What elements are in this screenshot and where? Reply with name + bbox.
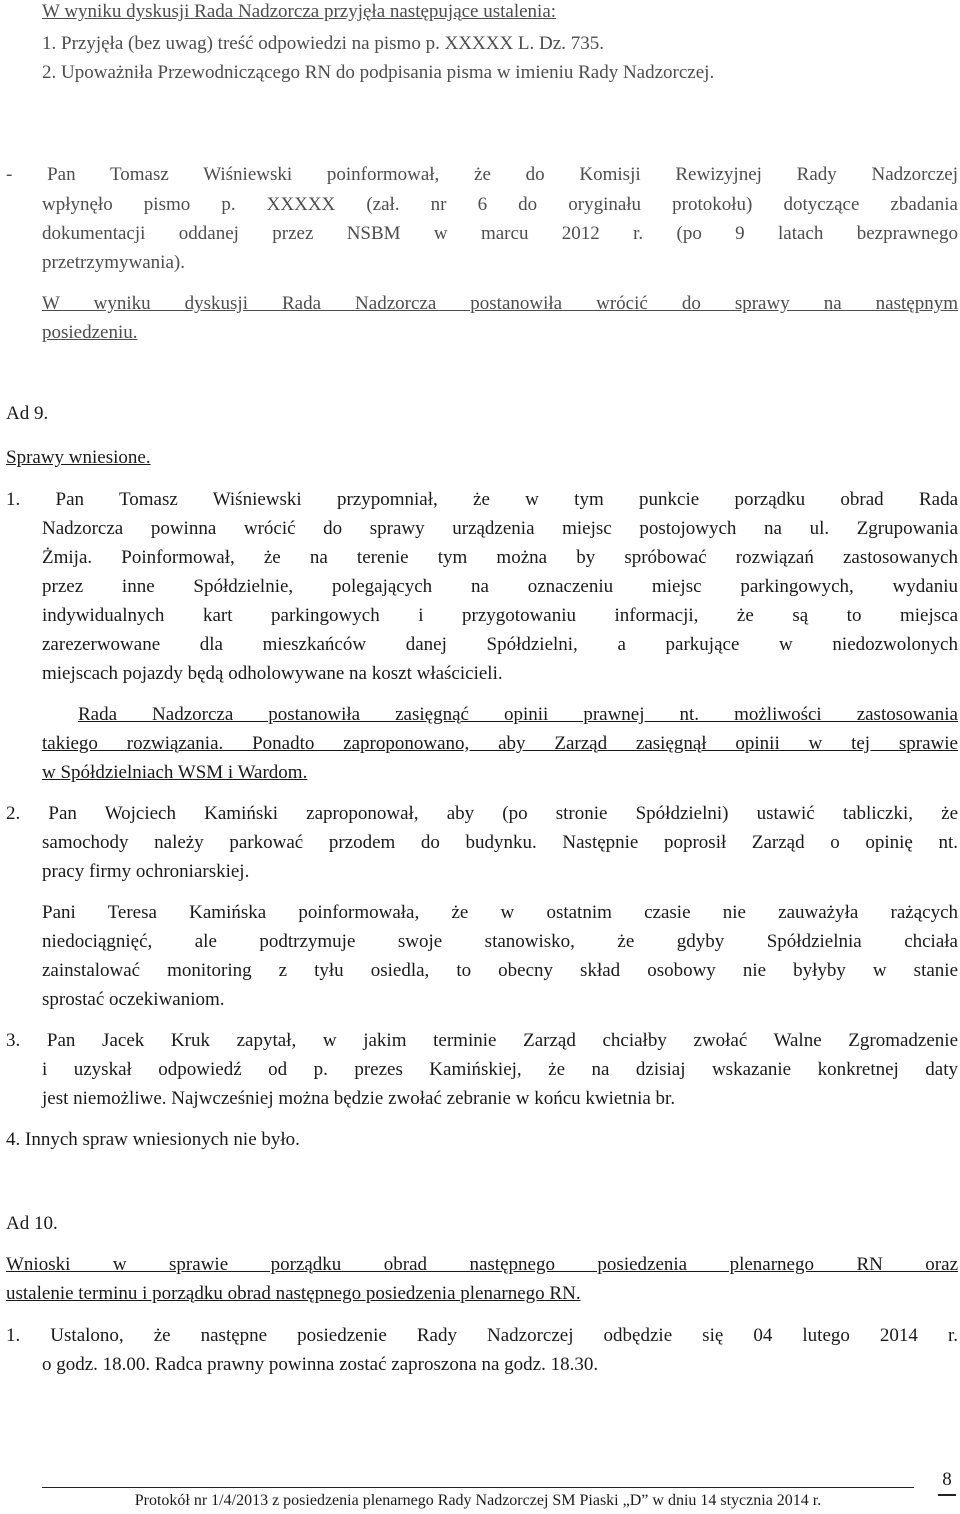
text-line — [42, 761, 958, 785]
text-span: W wyniku dyskusji Rada Nadzorcza postanowiła wrócić do sprawy na następnym — [42, 293, 958, 314]
text-line — [6, 488, 958, 512]
text-line — [42, 988, 958, 1012]
text-span: zainstalować monitoring z tyłu osiedla, to obecny skład osobowy nie byłyby w stanie — [42, 960, 958, 981]
text-span: 4. Innych spraw wniesionych nie było. — [6, 1129, 300, 1150]
text-span: przetrzymywania). — [42, 252, 185, 273]
text-span: Pani Teresa Kamińska — [42, 902, 267, 923]
text-span: dotyczące zbadania — [752, 194, 958, 215]
text-span: Pan Tomasz Wiśniewski — [55, 489, 302, 510]
text-line — [42, 1058, 958, 1082]
text-span: niedociągnięć, ale podtrzymuje swoje stanowisko, że gdyby Spółdzielnia chciała — [42, 931, 958, 952]
text-line — [42, 575, 958, 599]
text-line — [42, 831, 958, 855]
text-line — [6, 1029, 958, 1053]
text-line — [42, 321, 958, 345]
text-line — [6, 163, 958, 187]
text-span: 1. Ustalono, że następne posiedzenie Rady Nadzorczej odbędzie się 04 lutego 2014 r. — [6, 1325, 958, 1346]
text-line — [42, 61, 958, 85]
text-line — [6, 1253, 958, 1277]
text-line — [6, 802, 958, 826]
text-line — [42, 901, 958, 925]
text-span: ustalenie terminu i porządku obrad następnego posiedzenia plenarnego RN. — [6, 1283, 581, 1304]
text-line — [42, 517, 958, 541]
text-line — [42, 959, 958, 983]
text-span: samochody należy parkować przodem do budynku. Następnie poprosił Zarząd o opinię nt. — [42, 832, 958, 853]
text-line — [6, 1128, 958, 1152]
text-span: Wnioski w sprawie porządku obrad następnego posiedzenia plenarnego RN oraz — [6, 1254, 958, 1275]
text-span: Ad 9. — [6, 403, 49, 424]
text-line — [42, 32, 958, 56]
text-span: Sprawy wniesione. — [6, 447, 151, 468]
text-span: 2. Upoważniła Przewodniczącego RN do podpisania pisma w imieniu Rady Nadzorczej. — [42, 62, 715, 83]
text-span: poinformowała, że w ostatnim czasie nie zauważyła rażących — [266, 902, 958, 923]
text-span: pracy firmy ochroniarskiej. — [42, 861, 250, 882]
text-span: Pan Tomasz Wiśniewski — [47, 164, 293, 185]
text-span: dokumentacji oddanej przez NSBM w marcu 2012 r. (po 9 latach bezprawnego — [42, 223, 958, 244]
text-span: miejscach pojazdy będą odholowywane na koszt właścicieli. — [42, 663, 503, 684]
text-span: sprostać oczekiwaniom. — [42, 989, 225, 1010]
text-line — [42, 930, 958, 954]
page-number-rule — [938, 1494, 956, 1496]
text-span: Pan Jacek Kruk — [46, 1030, 210, 1051]
text-line — [42, 292, 958, 316]
footer-text: Protokół nr 1/4/2013 z posiedzenia plenarnego Rady Nadzorczej SM Piaski „D” w dniu 14 stycznia 2014 r. — [134, 1492, 822, 1509]
text-line — [42, 633, 958, 657]
text-line — [42, 546, 958, 570]
text-line — [42, 662, 958, 686]
text-line — [6, 446, 958, 470]
text-span: , że na dzisiaj wskazanie konkretnej daty — [516, 1059, 959, 1080]
text-span: zaproponował, aby (po stronie Spółdzielni) ustawić tabliczki, że — [278, 803, 959, 824]
text-line — [6, 402, 958, 426]
text-line — [42, 222, 958, 246]
text-span: przypomniał, że w tym punkcie porządku obrad Rada — [301, 489, 958, 510]
text-span: posiedzeniu. — [42, 322, 138, 343]
text-span: wpłynęło pismo p. XXXXX — [42, 194, 367, 215]
text-span: Ad 10. — [6, 1213, 58, 1234]
text-span: poinformował, że do Komisji Rewizyjnej Rady Nadzorczej — [292, 164, 958, 185]
text-line — [42, 0, 958, 24]
text-span: 3. — [6, 1030, 47, 1051]
text-span: o godz. 18.00. Radca prawny powinna zostać zaproszona na godz. 18.30. — [42, 1354, 599, 1375]
footer-rule — [42, 1487, 914, 1488]
text-line — [6, 1212, 958, 1236]
text-span: Rada Nadzorcza postanowiła zasięgnąć opinii prawnej nt. możliwości zastosowania — [78, 704, 958, 725]
text-span: W wyniku dyskusji Rada Nadzorcza przyjęła następujące ustalenia: — [42, 1, 557, 22]
text-line — [42, 193, 958, 217]
text-line — [78, 703, 958, 727]
text-line — [42, 1353, 958, 1377]
text-line — [6, 1324, 958, 1348]
text-span: jest niemożliwe. Najwcześniej można będzie zwołać zebranie w końcu kwietnia br. — [42, 1088, 676, 1109]
text-line — [42, 860, 958, 884]
text-span: i uzyskał odpowiedź od — [42, 1059, 314, 1080]
text-line — [42, 604, 958, 628]
text-span: indywidualnych kart parkingowych i przygotowaniu informacji, że są to miejsca — [42, 605, 958, 626]
text-span: - — [6, 164, 48, 185]
text-line — [42, 1087, 958, 1111]
text-span: takiego rozwiązania. Ponadto zaproponowano, aby Zarząd zasięgnął opinii w tej sprawie — [42, 733, 958, 754]
text-span: Pan Wojciech Kamiński — [48, 803, 279, 824]
text-span: p. prezes Kamińskiej — [313, 1059, 517, 1080]
text-span: w Spółdzielniach WSM i Wardom. — [42, 762, 308, 783]
text-span: zarezerwowane dla mieszkańców danej Spółdzielni, a parkujące w niedozwolonych — [42, 634, 958, 655]
page-number: 8 — [942, 1469, 952, 1490]
text-span: (zał. nr 6 do oryginału protokołu) — [366, 194, 753, 215]
text-span: Nadzorcza powinna wrócić do sprawy urządzenia miejsc postojowych na ul. Zgrupowania — [42, 518, 958, 539]
text-span: zapytał, w jakim terminie Zarząd chciałby zwołać Walne Zgromadzenie — [209, 1030, 959, 1051]
text-span: Żmija. Poinformował, że na terenie tym można by spróbować rozwiązań zastosowanych — [42, 547, 958, 568]
text-span: przez inne Spółdzielnie, polegających na oznaczeniu miejsc parkingowych, wydaniu — [42, 576, 958, 597]
text-line — [42, 732, 958, 756]
text-line — [6, 1282, 958, 1306]
text-line — [42, 251, 958, 275]
text-span: 2. — [6, 803, 49, 824]
text-span: 1. Przyjęła (bez uwag) treść odpowiedzi na pismo p. XXXXX L. Dz. 735. — [42, 33, 604, 54]
text-span: 1. — [6, 489, 56, 510]
